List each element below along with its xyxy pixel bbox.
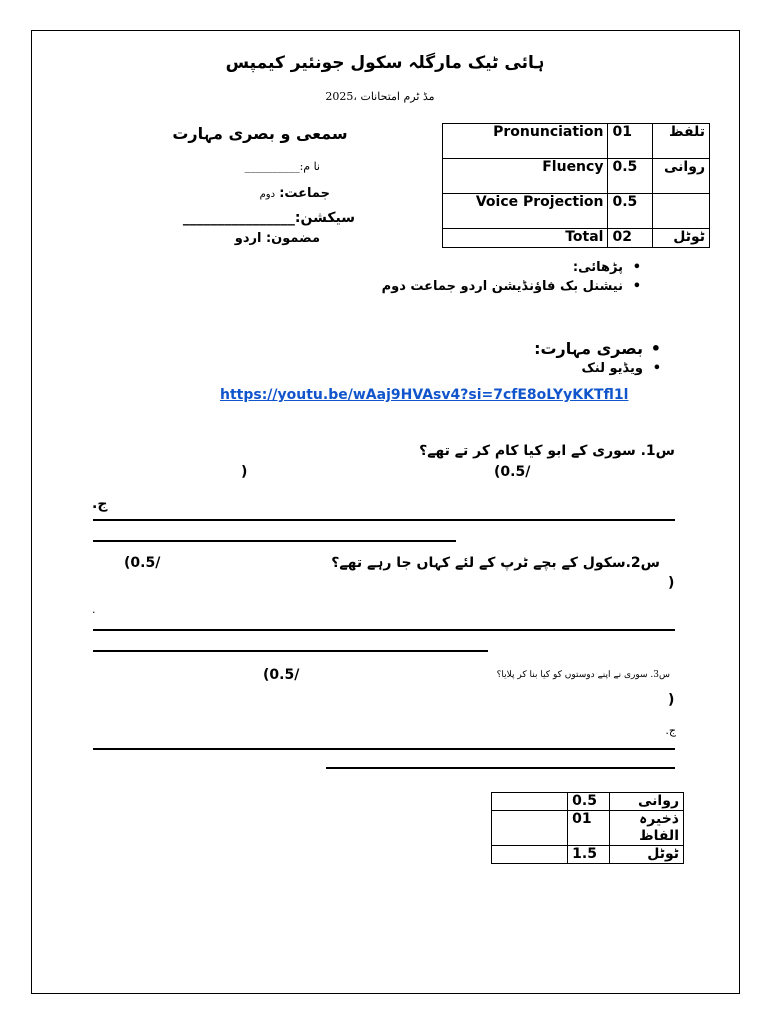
row-marks: 01 — [568, 811, 610, 846]
criterion-en: Fluency — [443, 159, 608, 194]
answer-line — [93, 748, 675, 750]
row-label: ٹوٹل — [609, 846, 683, 864]
list-item: • ویڈیو لنک — [400, 360, 665, 377]
section-field: سیکشن:________________ — [182, 210, 355, 226]
question-1-marks: (0.5/ — [494, 464, 531, 480]
list-item: • پڑھائی: — [250, 258, 645, 277]
question-1-text: س1. سوری کے ابو کیا کام کر تے تھے؟ — [419, 443, 675, 459]
table-row — [492, 811, 684, 846]
marks-table — [442, 123, 710, 248]
answer-line — [326, 767, 675, 769]
question-3-text: س3. سوری نے اپنے دوستوں کو کیا بنا کر پلایا؟ — [496, 670, 670, 680]
name-field: نا م:__________ — [244, 160, 320, 173]
visual-list — [400, 338, 665, 377]
criterion-marks: 02 — [608, 229, 653, 248]
table-row — [443, 194, 710, 229]
answer-line — [93, 540, 456, 542]
question-2-text: س2.سکول کے بچے ٹرپ کے لئے کہاں جا رہے تھے؟ — [331, 555, 660, 571]
answer-line — [93, 629, 675, 631]
subject-title: سمعی و بصری مہارت — [172, 124, 348, 143]
criterion-ur: تلفظ — [652, 124, 709, 159]
criterion-ur — [652, 194, 709, 229]
table-row — [443, 159, 710, 194]
list-item: • بصری مہارت: — [400, 338, 665, 360]
answer-3-prefix: ج. — [665, 724, 676, 737]
question-2-marks-close: ) — [668, 575, 675, 591]
blank-cell — [492, 811, 568, 846]
bottom-marks-table — [491, 792, 684, 864]
criterion-marks: 01 — [608, 124, 653, 159]
table-row — [443, 124, 710, 159]
video-link[interactable]: https://youtu.be/wAaj9HVAsv4?si=7cfE8oLYyKKTfl1l — [220, 387, 629, 403]
class-label: جماعت: — [279, 186, 330, 201]
class-value: دوم — [259, 189, 276, 200]
answer-line — [93, 519, 675, 521]
table-row — [492, 846, 684, 864]
table-row — [492, 793, 684, 811]
question-3-marks: (0.5/ — [263, 667, 300, 683]
question-2-marks: (0.5/ — [124, 555, 161, 571]
criterion-en: Total — [443, 229, 608, 248]
row-marks: 1.5 — [568, 846, 610, 864]
table-row — [443, 229, 710, 248]
question-3-marks-close: ) — [668, 692, 675, 708]
reading-list — [250, 258, 645, 296]
row-marks: 0.5 — [568, 793, 610, 811]
list-item: • نیشنل بک فاؤنڈیشن اردو جماعت دوم — [250, 277, 645, 296]
class-field — [200, 186, 330, 201]
criterion-en: Pronunciation — [443, 124, 608, 159]
question-1-marks-close: ) — [241, 464, 248, 480]
criterion-marks: 0.5 — [608, 194, 653, 229]
answer-2-prefix: . — [92, 603, 96, 616]
subject-field: مضمون: اردو — [234, 231, 320, 246]
blank-cell — [492, 846, 568, 864]
criterion-ur: روانی — [652, 159, 709, 194]
row-label: روانی — [609, 793, 683, 811]
answer-1-prefix: ج. — [92, 496, 108, 512]
exam-term: مڈ ٹرم امتحانات ،2025 — [325, 90, 435, 103]
criterion-en: Voice Projection — [443, 194, 608, 229]
school-title: ہائی ٹیک مارگلہ سکول جونئیر کیمپس — [225, 53, 545, 73]
criterion-ur: ٹوٹل — [652, 229, 709, 248]
answer-line — [93, 650, 488, 652]
row-label: ذخیرہ الفاظ — [609, 811, 683, 846]
criterion-marks: 0.5 — [608, 159, 653, 194]
blank-cell — [492, 793, 568, 811]
